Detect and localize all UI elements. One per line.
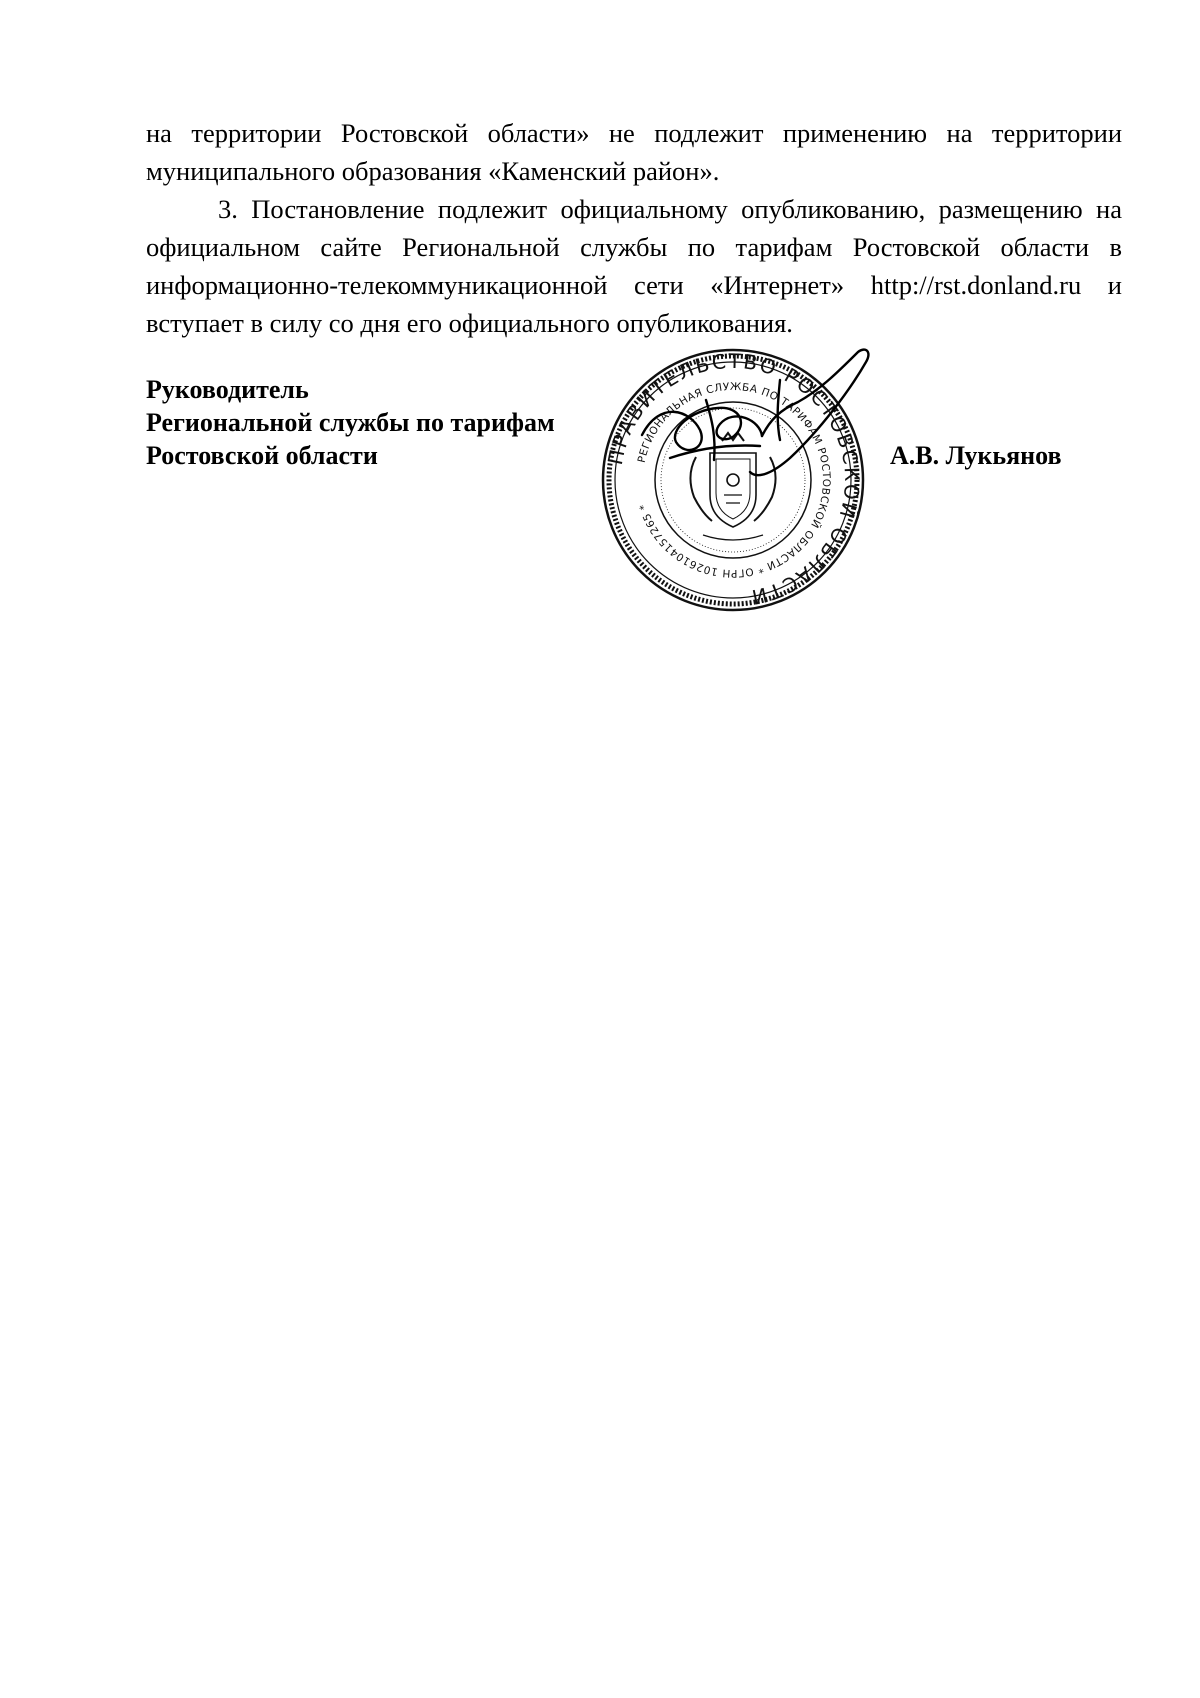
svg-text:ПРАВИТЕЛЬСТВО РОСТОВСКОЙ ОБЛАС: ПРАВИТЕЛЬСТВО РОСТОВСКОЙ ОБЛАСТИ (602, 348, 865, 610)
handwritten-signature (630, 340, 890, 530)
signatory-name: А.В. Лукьянов (890, 441, 1062, 470)
signatory-position (146, 373, 555, 472)
signature-graphic (630, 340, 890, 530)
paragraph-continuation: на территории Ростовской области» не подлежит применению на территории муниципального образования «Каменский район». (146, 118, 1122, 186)
position-line-3: Ростовской области (146, 441, 378, 470)
document-body (146, 114, 1122, 342)
svg-text:РЕГИОНАЛЬНАЯ СЛУЖБА ПО ТАРИФАМ: РЕГИОНАЛЬНАЯ СЛУЖБА ПО ТАРИФАМ РОСТОВСКОЙ ОБЛАСТИ * ОГРН 1026104157265 * (635, 380, 833, 580)
position-line-2: Региональной службы по тарифам (146, 408, 555, 437)
paragraph-3: 3. Постановление подлежит официальному опубликованию, размещению на официальном сайте Региональной службы по тарифам Ростовской области в информационно-телекоммуникационной сети «Интернет» http://rst.donland.ru и вступает в силу со дня его официального опубликования. (146, 194, 1122, 338)
position-line-1: Руководитель (146, 375, 309, 404)
